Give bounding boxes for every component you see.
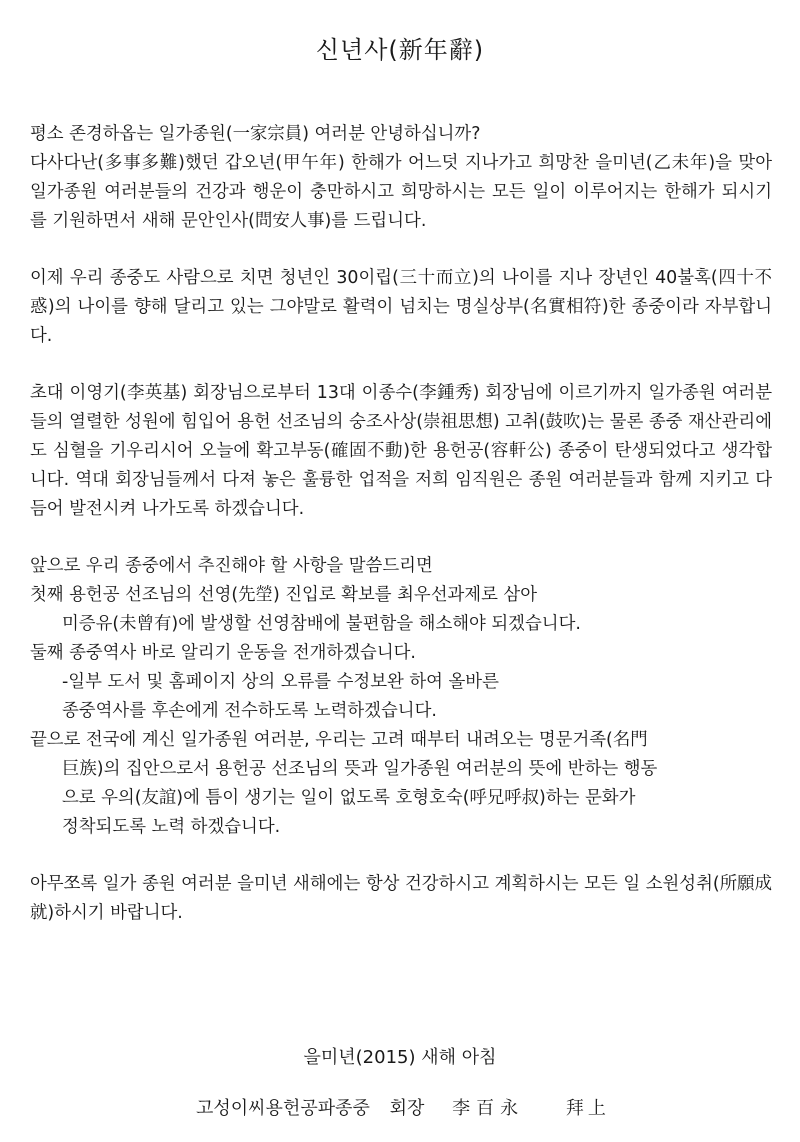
greeting-paragraph [30,120,772,236]
plan-detail: 정착되도록 노력 하겠습니다. [62,817,281,837]
plan-detail: -일부 도서 및 홈페이지 상의 오류를 수정보완 하여 올바른 [62,672,499,692]
greeting-line: 평소 존경하옵는 일가종원(一家宗員) 여러분 안녕하십니까? [30,124,481,144]
signature-line [196,1094,624,1120]
signature-role: 회장 [389,1098,425,1119]
letter-date: 을미년(2015) 새해 아침 [303,1047,497,1068]
plan-item-last [30,726,772,842]
plan-detail: 巨族)의 집안으로서 용헌공 선조님의 뜻과 일가종원 여러분의 뜻에 반하는 행동 [62,759,658,779]
plan-item-first [30,581,772,639]
plan-item-second [30,639,772,726]
plan-detail: 으로 우의(友誼)에 틈이 생기는 일이 없도록 호형호숙(呼兄呼叔)하는 문화가 [62,788,636,808]
document-title: 신년사(新年辭) [315,36,485,64]
plan-head: 첫째 용헌공 선조님의 선영(先塋) 진입로 확보를 최우선과제로 삼아 [30,585,538,605]
signature-name: 李百永 [452,1098,525,1119]
plan-detail: 미증유(未曾有)에 발생할 선영참배에 불편함을 해소해야 되겠습니다. [62,614,581,634]
signature-org: 고성이씨용헌공파종중 [196,1098,370,1119]
plan-head: 끝으로 전국에 계신 일가종원 여러분, 우리는 고려 때부터 내려오는 명문거족(名門 [30,730,648,750]
paragraph-founding: 이제 우리 종중도 사람으로 치면 청년인 30이립(三十而立)의 나이를 지나 장년인 40불혹(四十不惑)의 나이를 향해 달리고 있는 그야말로 활력이 넘치는 명실상부(名實相符)한 종중이라 자부합니다. [30,268,772,346]
plan-head: 둘째 종중역사 바로 알리기 운동을 전개하겠습니다. [30,643,416,663]
plans-section [30,552,772,842]
closing-paragraph: 아무쪼록 일가 종원 여러분 을미년 새해에는 항상 건강하시고 계획하시는 모든 일 소원성취(所願成就)하시기 바랍니다. [30,874,772,923]
plan-detail: 종중역사를 후손에게 전수하도록 노력하겠습니다. [62,701,437,721]
letter-body [30,120,772,956]
paragraph-history: 초대 이영기(李英基) 회장님으로부터 13대 이종수(李鍾秀) 회장님에 이르기까지 일가종원 여러분들의 열렬한 성원에 힘입어 용헌 선조님의 숭조사상(崇祖思想) 고취(鼓吹)는 물론 종중 재산관리에도 심혈을 기우리시어 오늘에 확고부동(確固不動)한 용헌공(容軒公) 종중이 탄생되었다고 생각합니다. 역대 회장님들께서 다져 놓은 훌륭한 업적을 저희 임직원은 종원 여러분들과 함께 지키고 다듬어 발전시켜 나가도록 하겠습니다. [30,383,772,519]
plans-intro: 앞으로 우리 종중에서 추진해야 할 사항을 말씀드리면 [30,556,433,576]
signature-closing: 拜上 [565,1098,610,1119]
greeting-line: 다사다난(多事多難)했던 갑오년(甲午年) 한해가 어느덧 지나가고 희망찬 을미년(乙未年)을 맞아 일가종원 여러분들의 건강과 행운이 충만하시고 희망하시는 모든 일이 이루어지는 한해가 되시기를 기원하면서 새해 문안인사(問安人事)를 드립니다. [30,153,772,231]
